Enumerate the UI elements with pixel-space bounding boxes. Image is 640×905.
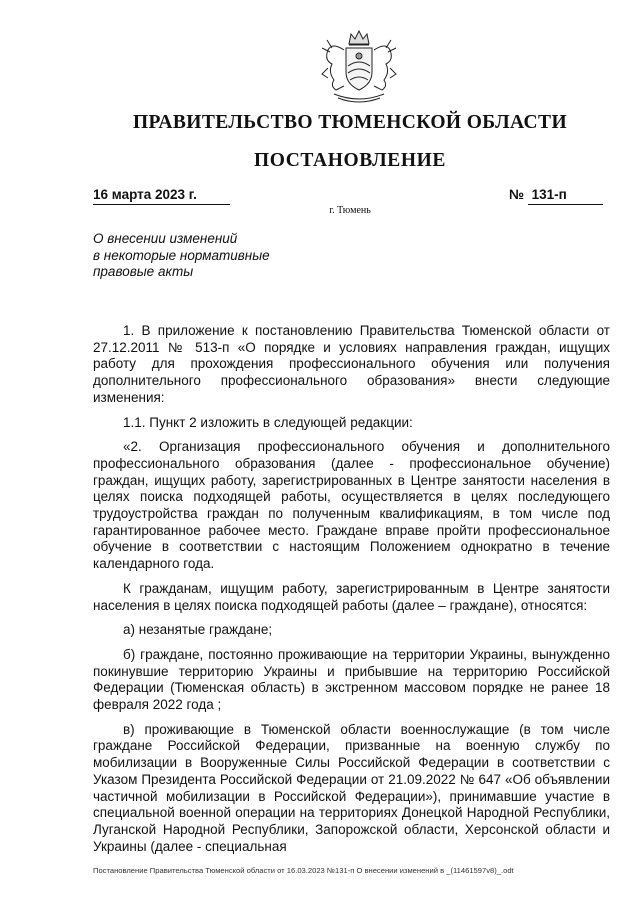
body-paragraph: а) незанятые граждане; bbox=[123, 622, 273, 638]
subject-line: в некоторые нормативные bbox=[93, 247, 270, 263]
body-paragraph: К гражданам, ищущим работу, зарегистрированным в Центре занятости населения в целях поиска подходящей работы (далее – граждане), относятся: bbox=[93, 580, 610, 613]
number-label: № bbox=[509, 187, 525, 202]
organization-title: ПРАВИТЕЛЬСТВО ТЮМЕНСКОЙ ОБЛАСТИ bbox=[132, 112, 568, 133]
number-value: 131-п bbox=[531, 187, 567, 202]
body-paragraph: 1. В приложение к постановлению Правительства Тюменской области от 27.12.2011 № 513-п «О порядке и условиях направления граждан, ищущих работу для прохождения профессионального обучения или получения дополнительного профессионального образования» внести следующие изменения: bbox=[93, 323, 610, 405]
subject-line: О внесении изменений bbox=[93, 231, 238, 246]
body-paragraph: 1.1. Пункт 2 изложить в следующей редакции: bbox=[123, 414, 413, 430]
document-body bbox=[93, 323, 610, 863]
document-subject bbox=[93, 231, 270, 281]
date-underline bbox=[93, 204, 230, 205]
document-type-title: ПОСТАНОВЛЕНИЕ bbox=[253, 150, 447, 171]
document-date: 16 марта 2023 г. bbox=[93, 187, 197, 202]
coat-of-arms-icon bbox=[318, 28, 400, 106]
document-number bbox=[509, 187, 567, 202]
body-paragraph: «2. Организация профессионального обучения и дополнительного профессионального образования (далее - профессиональное обучение) граждан, ищущих работу, зарегистрированных в Центре занятости населения в целях поиска подходящей работы, осуществляется в целях последующего трудоустройства граждан по полученным квалификациям, в том числе под гарантированное рабочее место. Граждане вправе пройти профессиональное обучение в соответствии с настоящим Положением однократно в течение календарного года. bbox=[93, 439, 610, 572]
body-paragraph: б) граждане, постоянно проживающие на территории Украины, вынужденно покинувшие территорию Украины и прибывшие на территорию Российской Федерации (Тюменская область) в экстренном массовом порядке не ранее 18 февраля 2022 года ; bbox=[93, 646, 610, 713]
body-paragraph: в) проживающие в Тюменской области военнослужащие (в том числе граждане Российской Федерации, призванные на военную службу по мобилизации в Вооруженные Силы Российской Федерации в соответствии с Указом Президента Российской Федерации от 21.09.2022 № 647 «Об объявлении частичной мобилизации в Российской Федерации»), принимавшие участие в специальной военной операции на территориях Донецкой Народной Республики, Луганской Народной Республики, Запорожской области, Херсонской области и Украины (далее - специальная bbox=[93, 721, 610, 854]
city-name: г. Тюмень bbox=[329, 205, 371, 216]
number-underline bbox=[528, 204, 603, 205]
page-footer: Постановление Правительства Тюменской области от 16.03.2023 №131-п О внесении изменений в _(11461597v8)_.odt bbox=[93, 866, 514, 875]
subject-line: правовые акты bbox=[93, 264, 194, 279]
